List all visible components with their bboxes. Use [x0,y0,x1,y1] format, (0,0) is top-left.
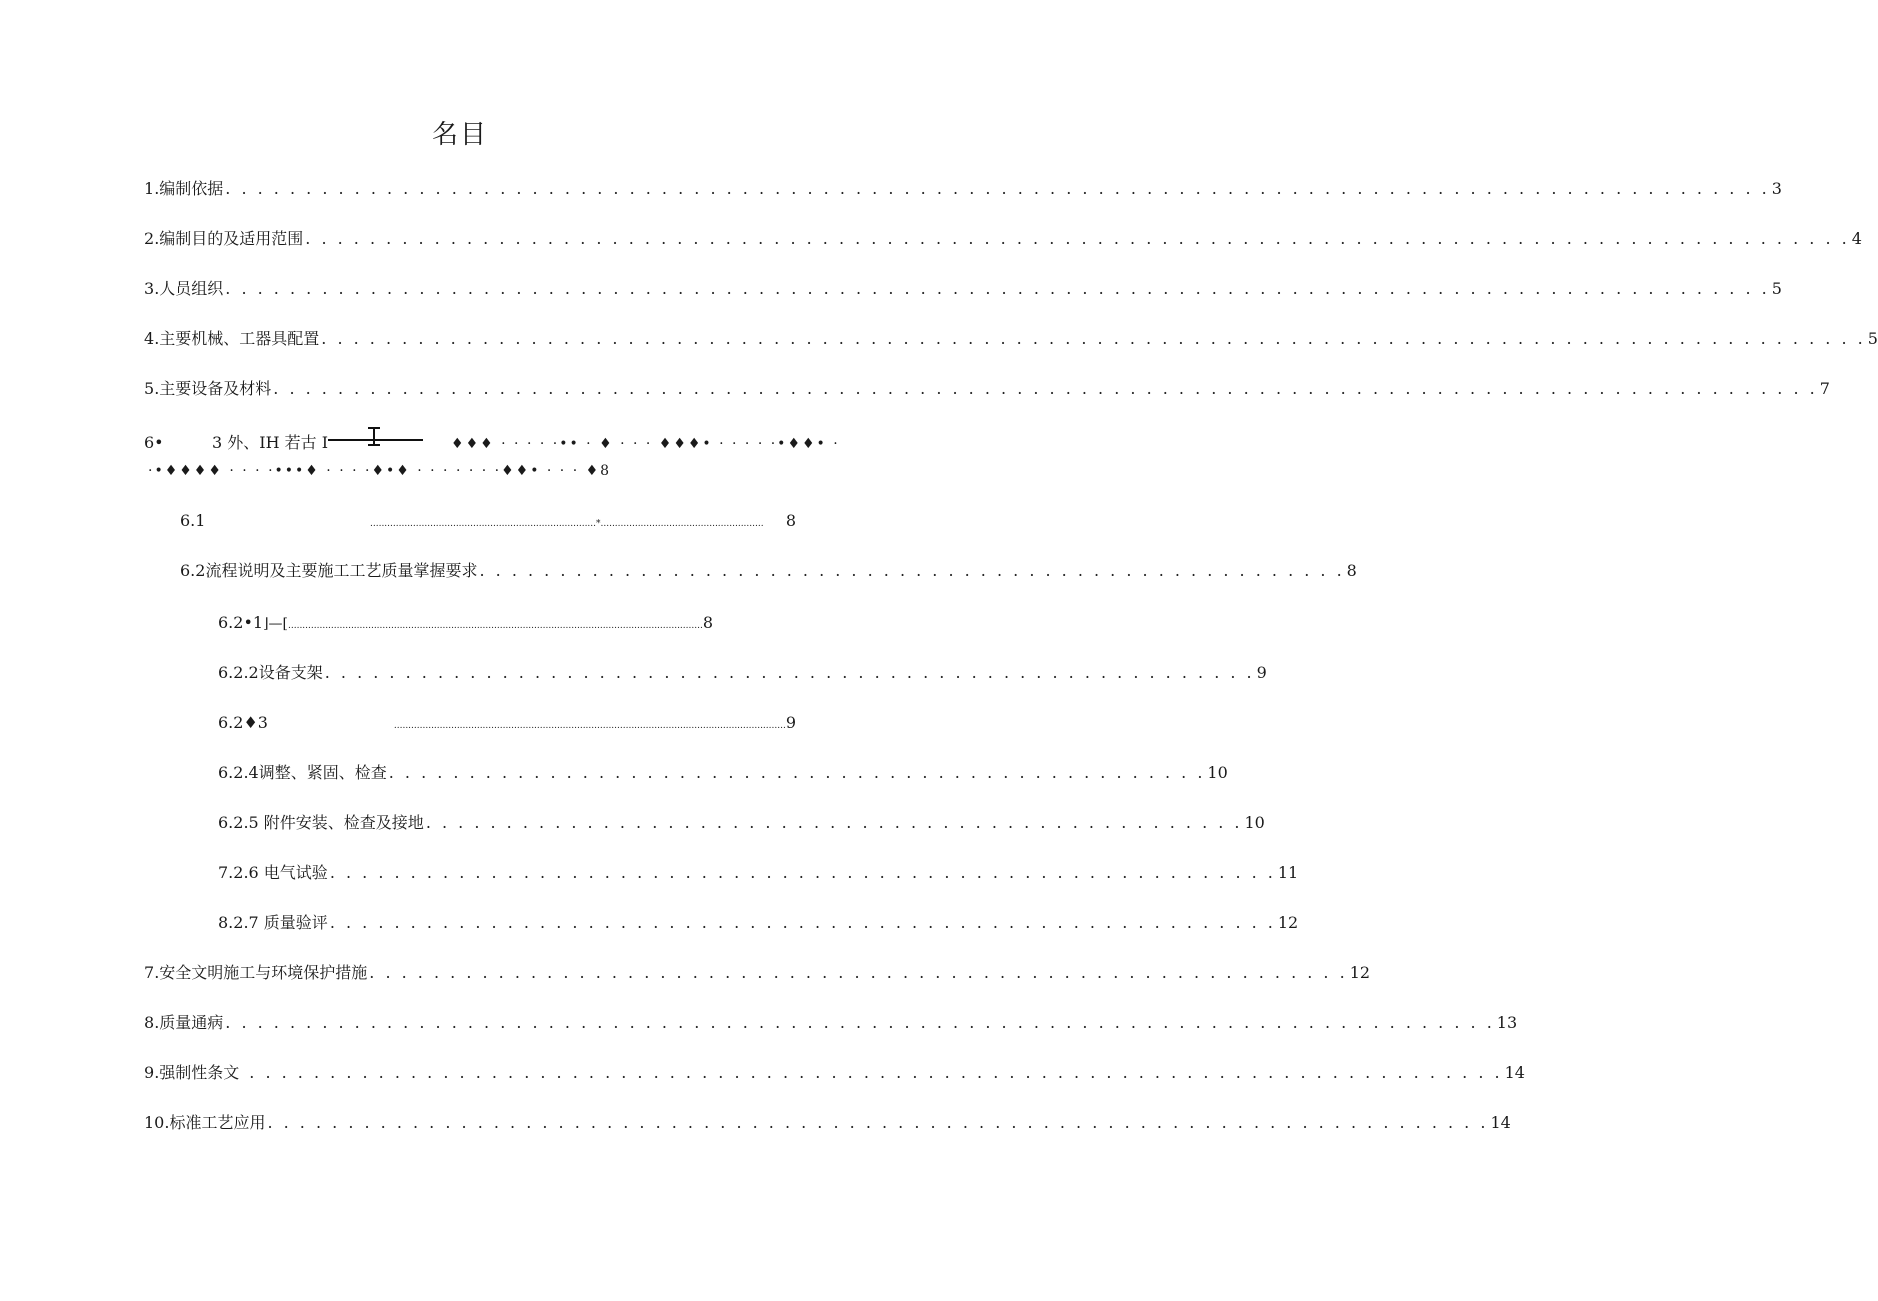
dot-leader: . . . . . . . . . . . . . . . . . . . . . . . . . . . . . . . . . . . . . . . . . . . . . . . . . . . . . . . . . . . . . . . . . . . . . . . . . . . . . . . . . . . . . . . . . . . . . . . . [305,229,1850,248]
toc-entry-page: 8 [1346,561,1357,580]
toc-entry[interactable] [144,228,1862,250]
toc-entry-number: 6.1 [180,511,206,530]
toc-entry-label: .强制性条文 [154,1063,240,1082]
toc-entry-number: 2 [144,229,155,248]
toc-entry-page: 10 [1244,813,1265,832]
dot-leader: . . . . . . . . . . . . . . . . . . . . . . . . . . . . . . . . . . . . . . . . . . . . . . . . . . . . . . . . . . . [329,863,1276,882]
toc-entry[interactable] [144,1012,1518,1034]
toc-entry-label: 2.6 电气试验 [233,863,328,882]
toc-entry[interactable] [144,962,1371,984]
toc-entry[interactable] [218,912,1299,934]
dot-leader: . . . . . . . . . . . . . . . . . . . . . . . . . . . . . . . . . . . . . . . . . . . . . . . . . . . . . . . . . . . . . . . . . . . . . . . . . . . . . . . . . . . . . . . . . . . . . . . . [225,179,1770,198]
dot-leader: . . . . . . . . . . . . . . . . . . . . . . . . . . . . . . . . . . . . . . . . . . . . . . . . . . . . . . . . . . . . . [369,963,1348,982]
dot-leader: ...............................................................................*......................................................... [370,519,764,529]
toc-entry-label: 流程说明及主要施工工艺质量掌握要求 [205,561,478,580]
toc-entry-label: .主要设备及材料 [154,379,272,398]
dot-leader: . . . . . . . . . . . . . . . . . . . . . . . . . . . . . . . . . . . . . . . . . . . . . . . . . . . . . . . . . . . . . . . . . . . . . . . . . . . . [267,1113,1489,1132]
toc-entry-page: 9 [785,713,796,732]
toc-entry-page: 10 [1207,763,1228,782]
toc-entry[interactable] [218,712,796,737]
toc-entry-number: 6.2.4 [218,763,259,782]
dot-leader: . . . . . . . . . . . . . . . . . . . . . . . . . . . . . . . . . . . . . . . . . . . . . . . . . . . . . . . . . . . . . . . . . . . . . . . . . . . . . . . . . . . . . . . . . . . . . . . . [273,379,1818,398]
garbled-bracket-glyph: ⌋—[ [263,616,288,632]
toc-entry-number: 3 [144,279,155,298]
toc-entry[interactable] [218,612,714,637]
garbled-text: ♦♦♦ · · · · ·•• · ♦ · · · ♦♦♦• · · · · ·•♦♦• · [451,436,840,452]
toc-entry-continuation [148,460,611,482]
toc-entry-page: 5 [1771,279,1782,298]
dot-leader: . . . . . . . . . . . . . . . . . . . . . . . . . . . . . . . . . . . . . . . . . . . . . . . . . . . . . . . . . . . . . . . . . . . . . . . . . . . . . . . [225,1013,1495,1032]
toc-entry[interactable] [144,426,840,455]
toc-entry[interactable] [144,178,1782,200]
toc-entry-label: .编制依据 [154,179,224,198]
toc-entry-label: 调整、紧固、检查 [258,763,387,782]
toc-entry-page: 3 [1771,179,1782,198]
toc-entry-page: 9 [1256,663,1267,682]
dot-leader: . . . . . . . . . . . . . . . . . . . . . . . . . . . . . . . . . . . . . . . . . . . . . . . . . . . . . . . . . . . . . . . . . . . . . . . . . . . . . . [249,1063,1503,1082]
toc-entry-label: 设备支架 [258,663,323,682]
dot-leader: . . . . . . . . . . . . . . . . . . . . . . . . . . . . . . . . . . . . . . . . . . . . . . . . . . . . . . . . . . . . . . . . . . . . . . . . . . . . . . . . . . . . . . . . . . . . . . . . [321,329,1866,348]
toc-entry-number: 8 [144,1013,155,1032]
toc-entry-page: 12 [1349,963,1371,982]
toc-entry-number: 6. [218,813,234,832]
toc-entry[interactable] [180,560,1357,582]
toc-entry-page: 14 [1504,1063,1525,1082]
toc-entry[interactable] [144,1112,1511,1134]
toc-entry-label: .安全文明施工与环境保护措施 [154,963,368,982]
toc-entry-page: 14 [1490,1113,1511,1132]
toc-entry[interactable] [218,812,1265,834]
toc-entry-page: 4 [1851,229,1862,248]
toc-entry-number: 6.2♦3 [218,713,268,732]
toc-entry-number: 6.2•1 [218,613,264,632]
toc-entry-label: .人员组织 [154,279,224,298]
dot-leader: . . . . . . . . . . . . . . . . . . . . . . . . . . . . . . . . . . . . . . . . . . . . . . . . . . . . . . [479,561,1345,580]
toc-entry-label: 2.7 质量验评 [233,913,328,932]
toc-entry-number: 6.2.2 [218,663,259,682]
toc-entry-label: .主要机械、工器具配置 [154,329,320,348]
toc-entry-number: 9 [144,1063,155,1082]
toc-entry-label: 2.5 附件安装、检查及接地 [233,813,424,832]
toc-entry-label: .编制目的及适用范围 [154,229,304,248]
dot-leader: . . . . . . . . . . . . . . . . . . . . . . . . . . . . . . . . . . . . . . . . . . . . . . . . . . . . . . . . . . [324,663,1255,682]
toc-entry-page: 8 [702,613,714,632]
dot-leader: ......................................................................................................................................... [393,721,786,731]
garbled-text: ·•♦♦♦♦ · · · ·•••♦ · · · ·♦•♦ · · · · · · ·♦♦• · · · ♦8 [148,463,612,479]
toc-entry[interactable] [144,378,1830,400]
toc-entry[interactable] [180,510,796,535]
toc-entry-label: 3 外、IH 若古 I [212,433,329,452]
dot-leader: . . . . . . . . . . . . . . . . . . . . . . . . . . . . . . . . . . . . . . . . . . . . . . . . . . . [388,763,1206,782]
toc-entry-label: .质量通病 [154,1013,224,1032]
toc-entry[interactable] [144,1062,1525,1084]
toc-entry-number: 8. [218,913,234,932]
toc-entry-number: 6.2 [180,561,206,580]
toc-entry[interactable] [144,328,1878,350]
toc-entry[interactable] [218,762,1228,784]
toc-entry-number: 6• [144,433,164,452]
toc-entry[interactable] [218,862,1299,884]
toc-entry-page: 11 [1277,863,1299,882]
toc-entry-page: 5 [1867,329,1878,348]
toc-entry-page: 13 [1496,1013,1518,1032]
toc-entry-number: 5 [144,379,155,398]
toc-entry-number: 7 [144,963,155,982]
toc-entry-page: 8 [785,511,796,530]
page-title: 名目 [431,120,488,150]
toc-entry-number: 7. [218,863,234,882]
dot-leader: . . . . . . . . . . . . . . . . . . . . . . . . . . . . . . . . . . . . . . . . . . . . . . . . . . . . . . . . . . . [329,913,1276,932]
toc-entry[interactable] [218,662,1267,684]
toc-entry-label: .标准工艺应用 [164,1113,266,1132]
dot-leader: . . . . . . . . . . . . . . . . . . . . . . . . . . . . . . . . . . . . . . . . . . . . . . . . . . . . . . . . . . . . . . . . . . . . . . . . . . . . . . . . . . . . . . . . . . . . . . . . [225,279,1770,298]
dot-leader: . . . . . . . . . . . . . . . . . . . . . . . . . . . . . . . . . . . . . . . . . . . . . . . . . . . [425,813,1243,832]
garbled-bar-glyph [328,426,423,448]
toc-entry-number: 4 [144,329,155,348]
dot-leader: ................................................................................................................................................. [288,621,703,631]
toc-entry-number: 10 [144,1113,165,1132]
toc-entry-page: 12 [1277,913,1299,932]
toc-entry-page: 7 [1819,379,1830,398]
toc-entry[interactable] [144,278,1782,300]
toc-entry-number: 1 [144,179,155,198]
